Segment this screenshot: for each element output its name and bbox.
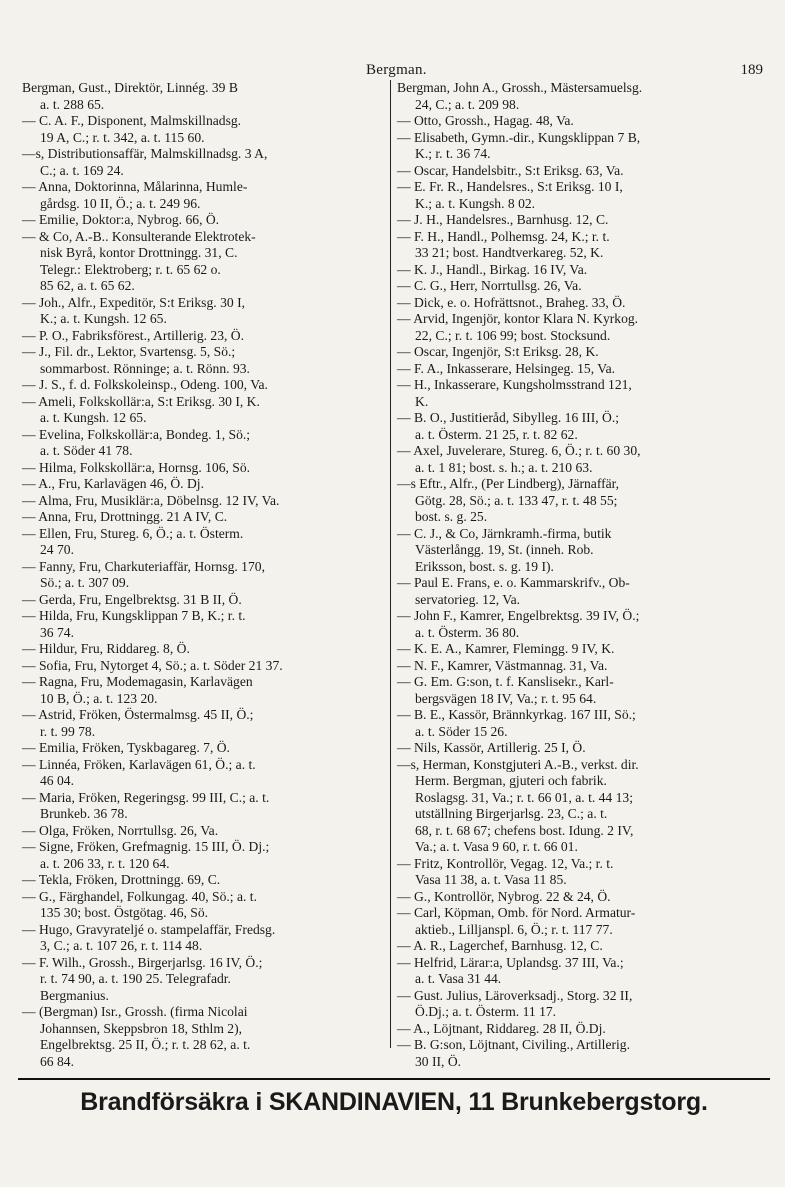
entry-line: — J., Fil. dr., Lektor, Svartensg. 5, Sö.; (22, 344, 236, 359)
entry-line: — J. H., Handelsres., Barnhusg. 12, C. (397, 212, 609, 227)
directory-entry (397, 361, 759, 378)
entry-continuation: 33 21; bost. Handtverkareg. 52, K. (415, 245, 604, 260)
entry-continuation: K.; r. t. 36 74. (415, 146, 491, 161)
directory-entry (22, 328, 384, 345)
entry-line: — F. H., Handl., Polhemsg. 24, K.; r. t. (397, 228, 610, 244)
entry-line: — Hildur, Fru, Riddareg. 8, Ö. (22, 641, 190, 656)
entry-continuation: gårdsg. 10 II, Ö.; a. t. 249 96. (40, 195, 201, 211)
directory-entry (22, 344, 384, 377)
entry-line: — Nils, Kassör, Artillerig. 25 I, Ö. (397, 740, 586, 755)
entry-line: — F. A., Inkasserare, Helsingeg. 15, Va. (397, 360, 616, 376)
entry-continuation: r. t. 74 90, a. t. 190 25. Telegrafadr. (40, 971, 231, 986)
entry-line: — Joh., Alfr., Expeditör, S:t Eriksg. 30 I, (22, 294, 245, 310)
entry-continuation: Va.; a. t. Vasa 9 60, r. t. 66 01. (415, 839, 578, 854)
directory-entry (397, 526, 759, 576)
directory-entry (397, 344, 759, 361)
advertisement-banner (18, 1078, 770, 1117)
directory-entry (22, 889, 384, 922)
entry-continuation: a. t. 206 33, r. t. 120 64. (40, 855, 170, 871)
entry-continuation: 22, C.; r. t. 106 99; bost. Stocksund. (415, 327, 611, 343)
entry-continuation: utställning Birgerjarlsg. 23, C.; a. t. (415, 806, 608, 821)
entry-continuation: a. t. 1 81; bost. s. h.; a. t. 210 63. (415, 459, 593, 475)
directory-entry (397, 130, 759, 163)
entry-continuation: servatorieg. 12, Va. (415, 591, 521, 607)
running-head (0, 62, 785, 82)
entry-continuation: Roslagsg. 31, Va.; r. t. 66 01, a. t. 44 13; (415, 789, 634, 805)
directory-entry (22, 295, 384, 328)
entry-line: — Fritz, Kontrollör, Vegag. 12, Va.; r. t. (397, 855, 614, 871)
entry-continuation: Brunkeb. 36 78. (40, 806, 128, 821)
entry-continuation: Götg. 28, Sö.; a. t. 133 47, r. t. 48 55; (415, 492, 618, 508)
directory-columns (18, 80, 770, 1069)
directory-entry (397, 905, 759, 938)
directory-entry (22, 460, 384, 477)
entry-line: —s, Herman, Konstgjuteri A.-B., verkst. dir. (397, 756, 639, 772)
entry-line: — Astrid, Fröken, Östermalmsg. 45 II, Ö.; (22, 707, 254, 722)
entry-line: — Axel, Juvelerare, Stureg. 6, Ö.; r. t. 60 30, (397, 443, 641, 458)
entry-continuation: a. t. Österm. 36 80. (415, 624, 520, 640)
entry-continuation: Ö.Dj.; a. t. Österm. 11 17. (415, 1004, 557, 1019)
entry-continuation: bergsvägen 18 IV, Va.; r. t. 95 64. (415, 690, 597, 706)
directory-entry (22, 113, 384, 146)
directory-entry (397, 1021, 759, 1038)
page-number: 189 (740, 62, 763, 78)
entry-continuation: 24 70. (40, 542, 74, 557)
entry-line: — Anna, Fru, Drottningg. 21 A IV, C. (22, 509, 228, 524)
directory-entry (397, 641, 759, 658)
entry-line: — Anna, Doktorinna, Målarinna, Humle- (22, 179, 248, 194)
directory-entry (22, 922, 384, 955)
entry-line: — C. G., Herr, Norrtullsg. 26, Va. (397, 278, 582, 293)
entry-line: — Arvid, Ingenjör, kontor Klara N. Kyrkog. (397, 311, 639, 326)
directory-entry (397, 608, 759, 641)
directory-entry (22, 790, 384, 823)
entry-line: — Hugo, Gravyrateljé o. stampelaffär, Fredsg. (22, 921, 276, 937)
entry-continuation: Telegr.: Elektroberg; r. t. 65 62 o. (40, 261, 221, 277)
directory-entry (22, 641, 384, 658)
entry-line: — Otto, Grossh., Hagag. 48, Va. (397, 113, 574, 128)
entry-line: — G. Em. G:son, t. f. Kanslisekr., Karl- (397, 674, 614, 689)
directory-entry (397, 938, 759, 955)
entry-continuation: 3, C.; a. t. 107 26, r. t. 114 48. (40, 938, 203, 953)
directory-entry (397, 856, 759, 889)
directory-entry (397, 179, 759, 212)
entry-line: — John F., Kamrer, Engelbrektsg. 39 IV, Ö.; (397, 608, 640, 623)
entry-continuation: Bergmanius. (40, 987, 109, 1003)
directory-entry (397, 674, 759, 707)
entry-line: — C. A. F., Disponent, Malmskillnadsg. (22, 113, 242, 128)
entry-continuation: nisk Byrå, kontor Drottningg. 31, C. (40, 245, 238, 260)
entry-line: — B. O., Justitieråd, Sibylleg. 16 III, Ö.; (397, 410, 620, 425)
directory-entry (22, 740, 384, 757)
directory-entry (397, 658, 759, 675)
directory-entry (397, 229, 759, 262)
entry-continuation: 135 30; bost. Östgötag. 46, Sö. (40, 905, 209, 920)
directory-entry (22, 146, 384, 179)
entry-continuation: Engelbrektsg. 25 II, Ö.; r. t. 28 62, a. t. (40, 1037, 251, 1052)
entry-continuation: Vasa 11 38, a. t. Vasa 11 85. (415, 872, 567, 887)
directory-entry (397, 80, 759, 113)
entry-line: — A., Löjtnant, Riddareg. 28 II, Ö.Dj. (397, 1020, 606, 1036)
directory-entry (22, 229, 384, 295)
entry-line: — A., Fru, Karlavägen 46, Ö. Dj. (22, 476, 204, 491)
entry-line: — Fanny, Fru, Charkuteriaffär, Hornsg. 170, (22, 558, 265, 574)
entry-continuation: bost. s. g. 25. (415, 509, 488, 524)
entry-line: — N. F., Kamrer, Västmannag. 31, Va. (397, 657, 608, 673)
page-title: Bergman. (366, 62, 427, 78)
entry-line: — Tekla, Fröken, Drottningg. 69, C. (22, 872, 221, 887)
directory-entry (22, 394, 384, 427)
entry-line: — F. Wilh., Grossh., Birgerjarlsg. 16 IV, Ö.; (22, 954, 263, 970)
entry-continuation: a. t. Söder 41 78. (40, 443, 133, 458)
directory-entry (397, 889, 759, 906)
entry-line: — B. G:son, Löjtnant, Civiling., Artillerig. (397, 1037, 630, 1052)
entry-line: — P. O., Fabriksförest., Artillerig. 23, Ö. (22, 327, 245, 343)
directory-entry (22, 955, 384, 1005)
entry-line: — Ragna, Fru, Modemagasin, Karlavägen (22, 674, 253, 689)
entry-line: — Emilie, Doktor:a, Nybrog. 66, Ö. (22, 212, 220, 227)
directory-entry (397, 311, 759, 344)
entry-line: — Gust. Julius, Läroverksadj., Storg. 32 II, (397, 987, 633, 1003)
entry-continuation: 46 04. (40, 773, 74, 788)
entry-continuation: Västerlångg. 19, St. (inneh. Rob. (415, 542, 594, 557)
entry-continuation: 66 84. (40, 1053, 74, 1069)
entry-continuation: Herm. Bergman, gjuteri och fabrik. (415, 773, 607, 788)
directory-entry (397, 212, 759, 229)
directory-entry (22, 476, 384, 493)
entry-line: — Emilia, Fröken, Tyskbagareg. 7, Ö. (22, 740, 230, 755)
entry-continuation: 85 62, a. t. 65 62. (40, 278, 135, 293)
directory-entry (22, 80, 384, 113)
directory-entry (397, 377, 759, 410)
directory-entry (22, 427, 384, 460)
directory-entry (397, 163, 759, 180)
directory-entry (22, 707, 384, 740)
entry-line: — K. E. A., Kamrer, Flemingg. 9 IV, K. (397, 641, 615, 656)
entry-line: — Maria, Fröken, Regeringsg. 99 III, C.; a. t. (22, 789, 270, 805)
entry-line: — A. R., Lagerchef, Barnhusg. 12, C. (397, 938, 603, 953)
entry-line: — Paul E. Frans, e. o. Kammarskrifv., Ob- (397, 575, 630, 590)
directory-entry (22, 377, 384, 394)
entry-line: — Ellen, Fru, Stureg. 6, Ö.; a. t. Österm. (22, 525, 244, 541)
entry-continuation: Johannsen, Skeppsbron 18, Sthlm 2), (40, 1020, 243, 1036)
directory-entry (397, 955, 759, 988)
advertisement-text: Brandförsäkra i SKANDINAVIEN, 11 Brunkebergstorg. (80, 1088, 708, 1116)
directory-entry (22, 872, 384, 889)
entry-line: — H., Inkasserare, Kungsholmsstrand 121, (397, 377, 632, 392)
entry-line: — Sofia, Fru, Nytorget 4, Sö.; a. t. Söder 21 37. (22, 657, 283, 673)
entry-continuation: a. t. Vasa 31 44. (415, 971, 502, 986)
directory-entry (22, 674, 384, 707)
directory-entry (22, 608, 384, 641)
entry-line: — Oscar, Ingenjör, S:t Eriksg. 28, K. (397, 344, 599, 359)
left-column (18, 80, 390, 1069)
entry-continuation: 68, r. t. 68 67; chefens bost. Idung. 2 IV, (415, 822, 634, 838)
directory-entry (22, 592, 384, 609)
entry-line: — E. Fr. R., Handelsres., S:t Eriksg. 10 I, (397, 179, 623, 194)
entry-line: — G., Kontrollör, Nybrog. 22 & 24, Ö. (397, 888, 611, 904)
directory-entry (22, 658, 384, 675)
directory-entry (22, 212, 384, 229)
right-column (391, 80, 763, 1069)
entry-line: —s Eftr., Alfr., (Per Lindberg), Järnaffär, (397, 476, 620, 491)
directory-entry (397, 262, 759, 279)
directory-entry (397, 410, 759, 443)
directory-entry (22, 559, 384, 592)
directory-entry (397, 113, 759, 130)
entry-continuation: r. t. 99 78. (40, 723, 96, 739)
directory-entry (22, 757, 384, 790)
entry-continuation: a. t. Österm. 21 25, r. t. 82 62. (415, 426, 578, 442)
entry-line: Bergman, John A., Grossh., Mästersamuelsg. (397, 80, 643, 95)
entry-line: — Ameli, Folkskollär:a, S:t Eriksg. 30 I, K. (22, 393, 260, 409)
entry-continuation: 10 B, Ö.; a. t. 123 20. (40, 690, 158, 706)
entry-line: — Carl, Köpman, Omb. för Nord. Armatur- (397, 905, 636, 920)
directory-entry (22, 839, 384, 872)
directory-entry (397, 757, 759, 856)
directory-entry (397, 707, 759, 740)
entry-continuation: C.; a. t. 169 24. (40, 162, 124, 178)
entry-line: — C. J., & Co, Järnkramh.-firma, butik (397, 525, 612, 541)
directory-entry (397, 1037, 759, 1070)
entry-line: — Helfrid, Lärar:a, Uplandsg. 37 III, Va.; (397, 954, 624, 970)
entry-line: — Linnéa, Fröken, Karlavägen 61, Ö.; a. t. (22, 756, 256, 772)
directory-entry (397, 295, 759, 312)
entry-line: — Elisabeth, Gymn.-dir., Kungsklippan 7 B, (397, 129, 641, 145)
entry-continuation: K.; a. t. Kungsh. 12 65. (40, 311, 167, 326)
entry-line: — Hilda, Fru, Kungsklippan 7 B, K.; r. t. (22, 608, 246, 623)
entry-line: —s, Distributionsaffär, Malmskillnadsg. 3 A, (22, 146, 268, 161)
directory-entry (397, 988, 759, 1021)
directory-entry (22, 823, 384, 840)
entry-line: — B. E., Kassör, Brännkyrkag. 167 III, Sö.; (397, 707, 636, 722)
entry-continuation: K. (415, 393, 429, 409)
directory-entry (22, 493, 384, 510)
entry-line: — Hilma, Folkskollär:a, Hornsg. 106, Sö. (22, 459, 251, 475)
directory-entry (397, 443, 759, 476)
directory-entry (397, 476, 759, 526)
entry-line: — Gerda, Fru, Engelbrektsg. 31 B II, Ö. (22, 591, 242, 607)
entry-line: — Evelina, Folkskollär:a, Bondeg. 1, Sö.; (22, 426, 251, 442)
directory-entry (397, 575, 759, 608)
directory-entry (397, 740, 759, 757)
entry-continuation: 36 74. (40, 624, 74, 640)
directory-entry (22, 1004, 384, 1070)
entry-continuation: a. t. 288 65. (40, 96, 105, 112)
entry-line: — G., Färghandel, Folkungag. 40, Sö.; a. t. (22, 888, 257, 904)
entry-line: — Alma, Fru, Musiklär:a, Döbelnsg. 12 IV, Va. (22, 492, 280, 508)
entry-continuation: 30 II, Ö. (415, 1053, 462, 1069)
entry-continuation: Sö.; a. t. 307 09. (40, 575, 130, 590)
entry-line: Bergman, Gust., Direktör, Linnég. 39 B (22, 80, 238, 95)
entry-line: — (Bergman) Isr., Grossh. (firma Nicolai (22, 1004, 248, 1019)
entry-line: — Signe, Fröken, Grefmagnig. 15 III, Ö. Dj.; (22, 839, 270, 854)
entry-continuation: aktieb., Lilljanspl. 6, Ö.; r. t. 117 77. (415, 921, 613, 937)
entry-line: — & Co, A.-B.. Konsulterande Elektrotek- (22, 228, 256, 244)
entry-line: — Dick, e. o. Hofrättsnot., Braheg. 33, Ö. (397, 294, 626, 310)
directory-entry (397, 278, 759, 295)
directory-entry (22, 526, 384, 559)
entry-line: — K. J., Handl., Birkag. 16 IV, Va. (397, 261, 588, 277)
entry-continuation: sommarbost. Rönninge; a. t. Rönn. 93. (40, 360, 250, 376)
entry-line: — J. S., f. d. Folkskoleinsp., Odeng. 100, Va. (22, 377, 268, 392)
entry-line: — Oscar, Handelsbitr., S:t Eriksg. 63, Va. (397, 162, 624, 178)
directory-entry (22, 509, 384, 526)
entry-continuation: 19 A, C.; r. t. 342, a. t. 115 60. (40, 129, 205, 145)
entry-continuation: a. t. Kungsh. 12 65. (40, 410, 147, 425)
entry-continuation: a. t. Söder 15 26. (415, 723, 508, 739)
entry-line: — Olga, Fröken, Norrtullsg. 26, Va. (22, 822, 219, 838)
directory-entry (22, 179, 384, 212)
entry-continuation: 24, C.; a. t. 209 98. (415, 96, 520, 112)
entry-continuation: K.; a. t. Kungsh. 8 02. (415, 195, 536, 211)
entry-continuation: Eriksson, bost. s. g. 19 I). (415, 558, 554, 574)
